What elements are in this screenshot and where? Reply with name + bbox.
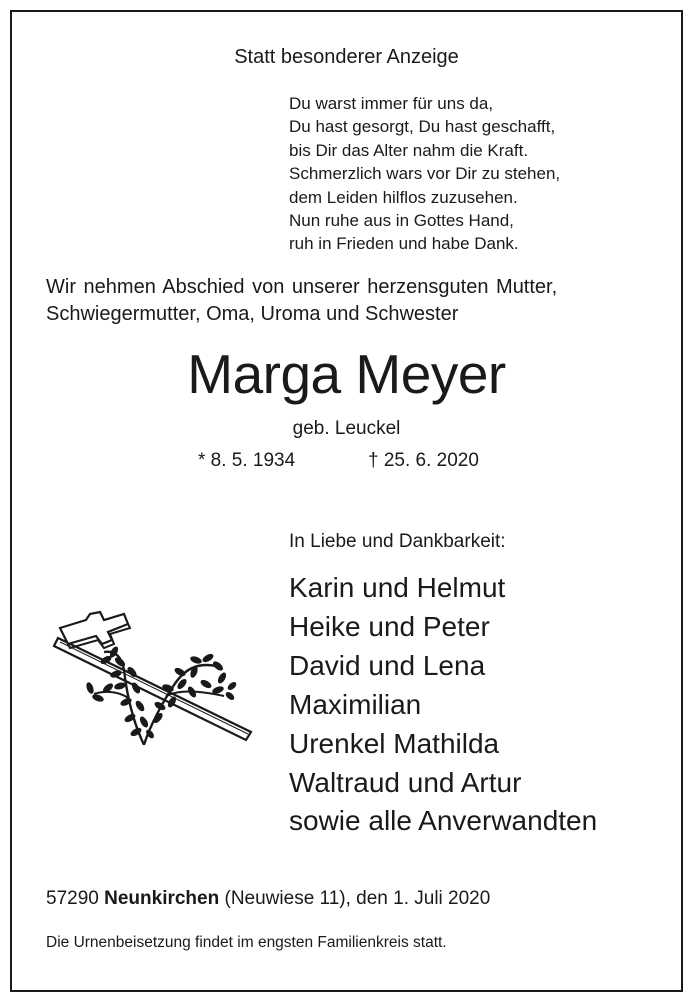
poem-line: Du hast gesorgt, Du hast geschafft, bbox=[289, 117, 556, 137]
mourners-list bbox=[289, 569, 597, 841]
mourner-entry: David und Lena bbox=[289, 649, 486, 681]
poem-line: ruh in Frieden und habe Dank. bbox=[289, 234, 519, 254]
maiden-name: geb. Leuckel bbox=[292, 418, 401, 439]
poem-line: bis Dir das Alter nahm die Kraft. bbox=[289, 140, 529, 160]
street-and-date: (Neuwiese 11), den 1. Juli 2020 bbox=[224, 888, 491, 909]
mourner-entry: Maximilian bbox=[289, 688, 422, 720]
mourner-entry: Karin und Helmut bbox=[289, 572, 506, 603]
poem bbox=[289, 92, 560, 256]
address-line bbox=[46, 888, 490, 910]
burial-note: Die Urnenbeisetzung findet im engsten Familienkreis statt. bbox=[46, 934, 447, 951]
mourner-entry: Urenkel Mathilda bbox=[289, 727, 500, 759]
deceased-name: Marga Meyer bbox=[187, 343, 506, 405]
mourner-entry: Heike und Peter bbox=[289, 610, 490, 642]
postal-code: 57290 bbox=[46, 888, 99, 909]
header-text: Statt besonderer Anzeige bbox=[234, 46, 459, 68]
mourner-entry: Waltraud und Artur bbox=[289, 766, 522, 798]
intro-line: Wir nehmen Abschied von unserer herzensguten Mutter, bbox=[46, 276, 558, 298]
intro-line: Schwiegermutter, Oma, Uroma und Schwester bbox=[46, 303, 459, 325]
poem-line: dem Leiden hilflos zuzusehen. bbox=[289, 187, 518, 207]
cross-with-laurel-icon bbox=[46, 610, 261, 745]
intro-text bbox=[46, 274, 557, 328]
death-date: † 25. 6. 2020 bbox=[368, 450, 479, 471]
poem-line: Du warst immer für uns da, bbox=[289, 94, 494, 113]
birth-date: * 8. 5. 1934 bbox=[198, 450, 296, 471]
city-name: Neunkirchen bbox=[104, 888, 220, 909]
poem-line: Nun ruhe aus in Gottes Hand, bbox=[289, 211, 514, 231]
poem-line: Schmerzlich wars vor Dir zu stehen, bbox=[289, 164, 561, 184]
mourner-entry: sowie alle Anverwandten bbox=[289, 805, 598, 837]
obituary-frame bbox=[10, 10, 683, 992]
mourners-heading: In Liebe und Dankbarkeit: bbox=[289, 531, 506, 552]
